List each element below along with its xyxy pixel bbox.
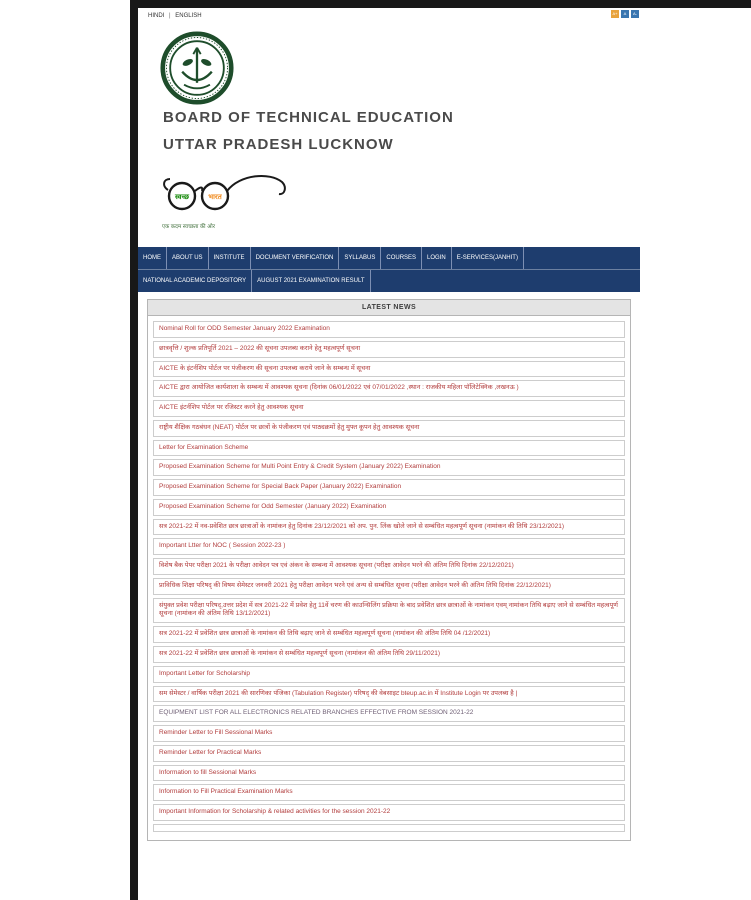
news-item[interactable]: संयुक्त प्रवेश परीक्षा परिषद्,उत्तर प्रदेश में सत्र 2021-22 में प्रवेश हेतु 11वें चरण की काउन्सिलिंग प्रक्रिया के बाद प्रवेशित छात्र छात्राओं के नामांकन एवम् नामांकन तिथि बढ़ाए जाने से सम्बंधित महत्वपूर्ण सूचना (नामांकन की अंतिम तिथि 13/12/2021): [153, 598, 625, 624]
nav-item-national-academic-depository[interactable]: NATIONAL ACADEMIC DEPOSITORY: [138, 270, 252, 292]
news-item-partially-visible[interactable]: [153, 824, 625, 832]
news-item[interactable]: Proposed Examination Scheme for Odd Semester (January 2022) Examination: [153, 499, 625, 516]
font-decrease-button[interactable]: A-: [633, 11, 637, 16]
news-item[interactable]: EQUIPMENT LIST FOR ALL ELECTRONICS RELATED BRANCHES EFFECTIVE FROM SESSION 2021-22: [153, 705, 625, 722]
nav-item-courses[interactable]: COURSES: [381, 247, 422, 269]
news-item[interactable]: विशेष बैक पेपर परीक्षा 2021 के परीक्षा आवेदन पत्र एवं अंकन के सम्बन्ध में आवश्यक सूचना (परीक्षा आवेदन भरने की अंतिम तिथि दिनांक 22/12/2021): [153, 558, 625, 575]
font-size-controls: [611, 10, 639, 18]
bharat-text: भारत: [208, 194, 222, 201]
news-item[interactable]: Letter for Examination Scheme: [153, 440, 625, 457]
nav-item-institute[interactable]: INSTITUTE: [209, 247, 251, 269]
news-item[interactable]: सत्र 2021-22 में प्रवेशित छात्र छात्राओं के नामांकन से सम्बंधित महत्वपूर्ण सूचना (नामांकन की अंतिम तिथि 29/11/2021): [153, 646, 625, 663]
nav-row-2: [138, 270, 640, 292]
site-title-line2: UTTAR PRADESH LUCKNOW: [163, 136, 394, 153]
top-border: [130, 0, 751, 8]
news-item[interactable]: Information to fill Sessional Marks: [153, 765, 625, 782]
page-content: [138, 8, 640, 900]
news-item[interactable]: छात्रवृत्ति / शुल्क प्रतिपूर्ति 2021 – 2022 की सूचना उपलब्ध कराने हेतु महत्वपूर्ण सूचना: [153, 341, 625, 358]
nav-item-august-2021-examination-result[interactable]: AUGUST 2021 EXAMINATION RESULT: [252, 270, 370, 292]
latest-news-list: [148, 316, 630, 840]
left-border: [130, 0, 138, 900]
latest-news-panel: [147, 299, 631, 841]
swachh-bharat-logo: [158, 172, 298, 230]
nav-item-syllabus[interactable]: SYLLABUS: [339, 247, 381, 269]
language-bar: [138, 8, 640, 19]
news-item[interactable]: प्राविधिक शिक्षा परिषद् की विषम सेमेस्टर जनवरी 2021 हेतु परीक्षा आवेदन भरने एवं अन्य से सम्बंधित सूचना (परीक्षा आवेदन भरने की अंतिम तिथि दिनांक 22/12/2021): [153, 578, 625, 595]
news-item[interactable]: सत्र 2021-22 में नव-प्रवेशित छात्र छात्राओं के नामांकन हेतु दिनांक 23/12/2021 को अप. पुन. लिंक खोले जाने से सम्बंधित महत्वपूर्ण सूचना (नामांकन की तिथि 23/12/2021): [153, 519, 625, 536]
latest-news-header: LATEST NEWS: [148, 300, 630, 316]
up-government-emblem: [160, 31, 234, 105]
font-increase-button[interactable]: A+: [612, 11, 618, 16]
nav-item-e-services-janhit[interactable]: E-SERVICES(JANHIT): [452, 247, 524, 269]
english-language-link[interactable]: ENGLISH: [175, 13, 202, 19]
news-item[interactable]: सम सेमेस्टर / वार्षिक परीक्षा 2021 की सारणिका पंजिका (Tabulation Register) परिषद् की वेबसाइट bteup.ac.in में Institute Login पर उपलब्ध है |: [153, 686, 625, 703]
nav-item-document-verification[interactable]: DOCUMENT VERIFICATION: [251, 247, 340, 269]
nav-item-home[interactable]: HOME: [138, 247, 167, 269]
hindi-language-link[interactable]: HINDI: [148, 13, 165, 19]
nav-item-about-us[interactable]: ABOUT US: [167, 247, 209, 269]
news-item[interactable]: Information to Fill Practical Examination Marks: [153, 784, 625, 801]
main-navigation: [138, 247, 640, 292]
swachh-text: स्वच्छ: [174, 194, 190, 201]
news-item[interactable]: Important Letter for Scholarship: [153, 666, 625, 683]
language-separator: |: [169, 13, 171, 19]
news-item[interactable]: राष्ट्रीय शैक्षिक गठबंधन (NEAT) पोर्टल पर छात्रों के पंजीकरण एवं पाठ्यक्रमों हेतु मुफ्त कूपन हेतु आवश्यक सूचना: [153, 420, 625, 437]
news-item[interactable]: Proposed Examination Scheme for Multi Point Entry & Credit System (January 2022) Examination: [153, 459, 625, 476]
news-item[interactable]: AICTE के इंटर्नशिप पोर्टल पर पंजीकरण की सूचना उपलब्ध कराये जाने के सम्बन्ध में सूचना: [153, 361, 625, 378]
news-item[interactable]: Proposed Examination Scheme for Special Back Paper (January 2022) Examination: [153, 479, 625, 496]
news-item[interactable]: AICTE द्वारा आयोजित कार्यशाला के सम्बन्ध में आवश्यक सूचना (दिनांक 06/01/2022 एवं 07/01/2022 ,स्थान : राजकीय महिला पॉलिटेक्निक ,लखनऊ ): [153, 380, 625, 397]
news-item[interactable]: सत्र 2021-22 में प्रवेशित छात्र छात्राओं के नामांकन की तिथि बढ़ाए जाने से सम्बंधित महत्वपूर्ण सूचना (नामांकन की अंतिम तिथि 04 /12/2021): [153, 626, 625, 643]
nav-item-login[interactable]: LOGIN: [422, 247, 452, 269]
news-item[interactable]: Reminder Letter for Practical Marks: [153, 745, 625, 762]
nav-row-1: [138, 247, 640, 270]
font-normal-button[interactable]: A: [621, 10, 629, 18]
news-item[interactable]: Important Ltter for NOC ( Session 2022-23 ): [153, 538, 625, 555]
news-item[interactable]: Reminder Letter to Fill Sessional Marks: [153, 725, 625, 742]
site-title-line1: BOARD OF TECHNICAL EDUCATION: [163, 109, 454, 126]
news-item[interactable]: AICTE इंटर्नशिप पोर्टल पर रजिस्टर करने हेतु आवश्यक सूचना: [153, 400, 625, 417]
news-item[interactable]: Nominal Roll for ODD Semester January 2022 Examination: [153, 321, 625, 338]
news-item[interactable]: Important Information for Scholarship & related activities for the session 2021-22: [153, 804, 625, 821]
swachh-bharat-tagline: एक कदम स्वच्छता की ओर: [162, 224, 215, 230]
